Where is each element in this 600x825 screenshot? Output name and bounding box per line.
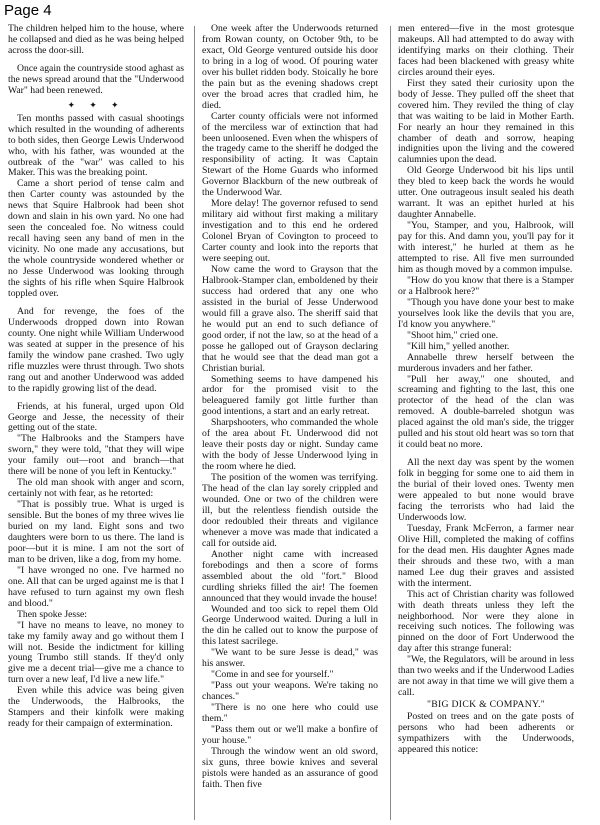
paragraph: Tuesday, Frank McFerron, a farmer near Olive Hill, completed the making of coffins for the dead men. His daughter Agnes made their shrouds and these two, with a man named Lee dug their graves and assisted with the interment. <box>398 522 574 589</box>
paragraph: "Come in and see for yourself." <box>211 669 334 681</box>
paragraph: Wounded and too sick to repel them Old George Underwood waited. During a lull in the din he called out to know the purpose of this latest sacrilege. <box>202 603 378 648</box>
paragraph: First they sated their curiosity upon the body of Jesse. They pulled off the sheet that covered him. They reviled the thing of clay that was waiting to be laid in Mother Earth. For nearly an hour they remained in this chamber of death and sorrow, heaping indignities upon the living and the cowered calumnies upon the dead. <box>398 77 574 166</box>
paragraph: More delay! The governor refused to send military aid without first making a military investigation and to this end he ordered Colonel Bryan of Covington to proceed to Carter county and look into the reports that were seeping out. <box>202 198 378 265</box>
paragraph: "Shoot him," cried one. <box>407 329 499 341</box>
paragraph: And for revenge, the foes of the Underwoods dropped down into Rowan county. One night while William Underwood was seated at supper in the presence of his family the window pane crashed. Two ugly rifle muzzles were thrust through. Two shots rang out and another Underwood was added to the rapidly growing list of the dead. <box>8 305 184 394</box>
paragraph: The children helped him to the house, where he collapsed and died as he was being helped across the door-sill. <box>8 24 184 56</box>
text-column-1 <box>8 24 184 820</box>
paragraph: "Kill him," yelled another. <box>407 340 510 352</box>
paragraph: This act of Christian charity was followed with death threats unless they left the neighborhood. Nor were they alone in receiving such notices. The following was pinned on the door of Fort Underwood the day after this strange funeral: <box>398 588 574 655</box>
column-divider-1 <box>194 26 195 820</box>
paragraph: Sharpshooters, who commanded the whole of the area about Ft. Underwood did not leave their posts day or night. Sunday came with the body of Jesse Underwood lying in the room where he died. <box>202 417 378 473</box>
paragraph: "We, the Regulators, will be around in less than two weeks and if the Underwood Ladies are not away in that time we will give them a call. <box>398 654 574 699</box>
paragraph: Through the window went an old sword, six guns, three bowie knives and several pistols were handed as an assurance of good faith. Then five <box>202 745 378 790</box>
paragraph: Carter county officials were not informed of the merciless war of extinction that had been unloosened. Even when the whispers of the tragedy came to the sheriff he dodged the responsibility of acting. It was Captain Stewart of the Home Guards who informed Governor Blackburn of the new outbreak of the Underwood War. <box>202 110 378 199</box>
paragraph: Something seems to have dampened his ardor for the promised visit to the beleaguered family got little further than good intentions, a start and an early retreat. <box>202 373 378 418</box>
paragraph: The position of the women was terrifying. The head of the clan lay sorely crippled and wounded. One or two of the children were ill, but the relentless fiendish outside the door redoubled their threats and vigilance whenever a move was made that indicated a call for outside aid. <box>202 472 378 549</box>
paragraph: Once again the countryside stood aghast as the news spread around that the "Underwood War" had been renewed. <box>8 62 184 96</box>
paragraph: "I have wronged no one. I've harmed no one. All that can be urged against me is that I have refused to turn against my own flesh and blood." <box>8 564 184 609</box>
signature-line: "BIG DICK & COMPANY." <box>426 699 546 711</box>
text-column-3 <box>398 24 574 820</box>
paragraph: The old man shook with anger and scorn, certainly not with fear, as he retorted: <box>8 477 184 500</box>
paragraph: men entered—five in the most grotesque makeups. All had attempted to do away with identifying marks on their clothing. Their faces had been blackened with greasy white circles around their eyes. <box>398 24 574 78</box>
paragraph: "Pull her away," one shouted, and screaming and fighting to the last, this one protector of the head of the clan was removed. A double-barreled shotgun was placed against the old man's side, the trigger pulled and his stout old heart was so torn that it could beat no more. <box>398 373 574 451</box>
paragraph: Came a short period of tense calm and then Carter county was astounded by the news that Squire Halbrook had been shot down and slain in his own yard. No one had seen the concealed foe. No witness could recall having seen any band of men in the vicinity. No one made any accusations, but the whole countryside wondered whether or no Jesse Underwood was looking through the sights of his rifle when Squire Halbrook toppled over. <box>8 178 184 299</box>
paragraph: "That is possibly true. What is urged is sensible. But the bones of my three wives lie buried on my land. Eight sons and two daughters were born to us there. The land is poor—but it is mine. I am not the sort of man to be driven, like a dog, from my home. <box>8 499 184 565</box>
paragraph: "We want to be sure Jesse is dead," was his answer. <box>202 647 378 670</box>
paragraph: Then spoke Jesse: <box>17 608 87 620</box>
paragraph: "Pass them out or we'll make a bonfire of your house." <box>202 724 378 746</box>
paragraph: Annabelle threw herself between the murderous invaders and her father. <box>398 351 574 374</box>
paragraph: All the next day was spent by the women folk in begging for some one to aid them in the burial of their loved ones. Twenty men were appealed to but none would brave facing the terrorists who had laid the Underwoods low. <box>398 457 574 523</box>
paragraph: Even while this advice was being given the Underwoods, the Halbrooks, the Stampers and their kinfolk were making ready for their campaign of extermination. <box>8 685 184 730</box>
paragraph: "The Halbrooks and the Stampers have sworn," they were told, "that they will wipe your family out—root and branch—that there will be none of you left in Kentucky." <box>8 433 184 478</box>
paragraph: One week after the Underwoods returned from Rowan county, on October 9th, to be exact, Old George ventured outside his door to bring in a log of wood. Of pouring water over his bullet ridden body. Stoically he bore the pain but as the evening shadows crept over the broad acres that cradled him, he died. <box>202 24 378 111</box>
paragraph: "Pass out your weapons. We're taking no chances." <box>202 680 378 703</box>
paragraph: "Though you have done your best to make yourselves look like the devils that you are, I'd know you anywhere." <box>398 296 574 330</box>
paragraph: Old George Underwood bit his lips until they bled to keep back the words he would utter. One outrageous insult sealed his death warrant. It was an epithet hurled at his daughter Annabelle. <box>398 165 574 221</box>
column-divider-2 <box>390 26 391 820</box>
paragraph: "How do you know that there is a Stamper or a Halbrook here?" <box>398 274 574 297</box>
paragraph: "I have no means to leave, no money to take my family away and go without them I will not. Beside the indictment for killing young Trumbo still stands. If they'd only give me a decent trial—give me a chance to turn over a new leaf, I'd live a new life." <box>8 619 184 686</box>
page-title: Page 4 <box>4 2 52 19</box>
paragraph: Another night came with increased forebodings and then a score of forms assembled about the old "fort." Blood curdling shrieks filled the air! The foemen announced that they would invade the house! <box>202 548 378 604</box>
paragraph: "There is no one here who could use them." <box>202 702 378 725</box>
section-divider-stars: ✦ ✦ ✦ <box>67 99 125 110</box>
paragraph: Now came the word to Grayson that the Halbrook-Stamper clan, emboldened by their success had ordered that any one who assisted in the burial of Jesse Underwood would fill a grave also. The sheriff said that he would put an end to such defiance of good order, if not the law, so at the head of a posse he galloped out of Grayson declaring that he would see that the dead man got a Christian burial. <box>202 263 378 374</box>
paragraph: Posted on trees and on the gate posts of persons who had been adherents or sympathizers with the Underwoods, appeared this notice: <box>398 711 574 755</box>
text-column-2 <box>202 24 378 820</box>
paragraph: "You, Stamper, and you, Halbrook, will pay for this. And damn you, you'll pay for it with interest," he hurled at them as he attempted to rise. All five men surrounded him as though moved by a common impulse. <box>398 220 574 275</box>
paragraph: Ten months passed with casual shootings which resulted in the wounding of adherents to both sides, then George Lewis Underwood who, with his father, was wounded at the outbreak of the "war" was called to his Maker. This was the breaking point. <box>8 112 184 179</box>
paragraph: Friends, at his funeral, urged upon Old George and Jesse, the necessity of their getting out of the state. <box>8 400 184 434</box>
